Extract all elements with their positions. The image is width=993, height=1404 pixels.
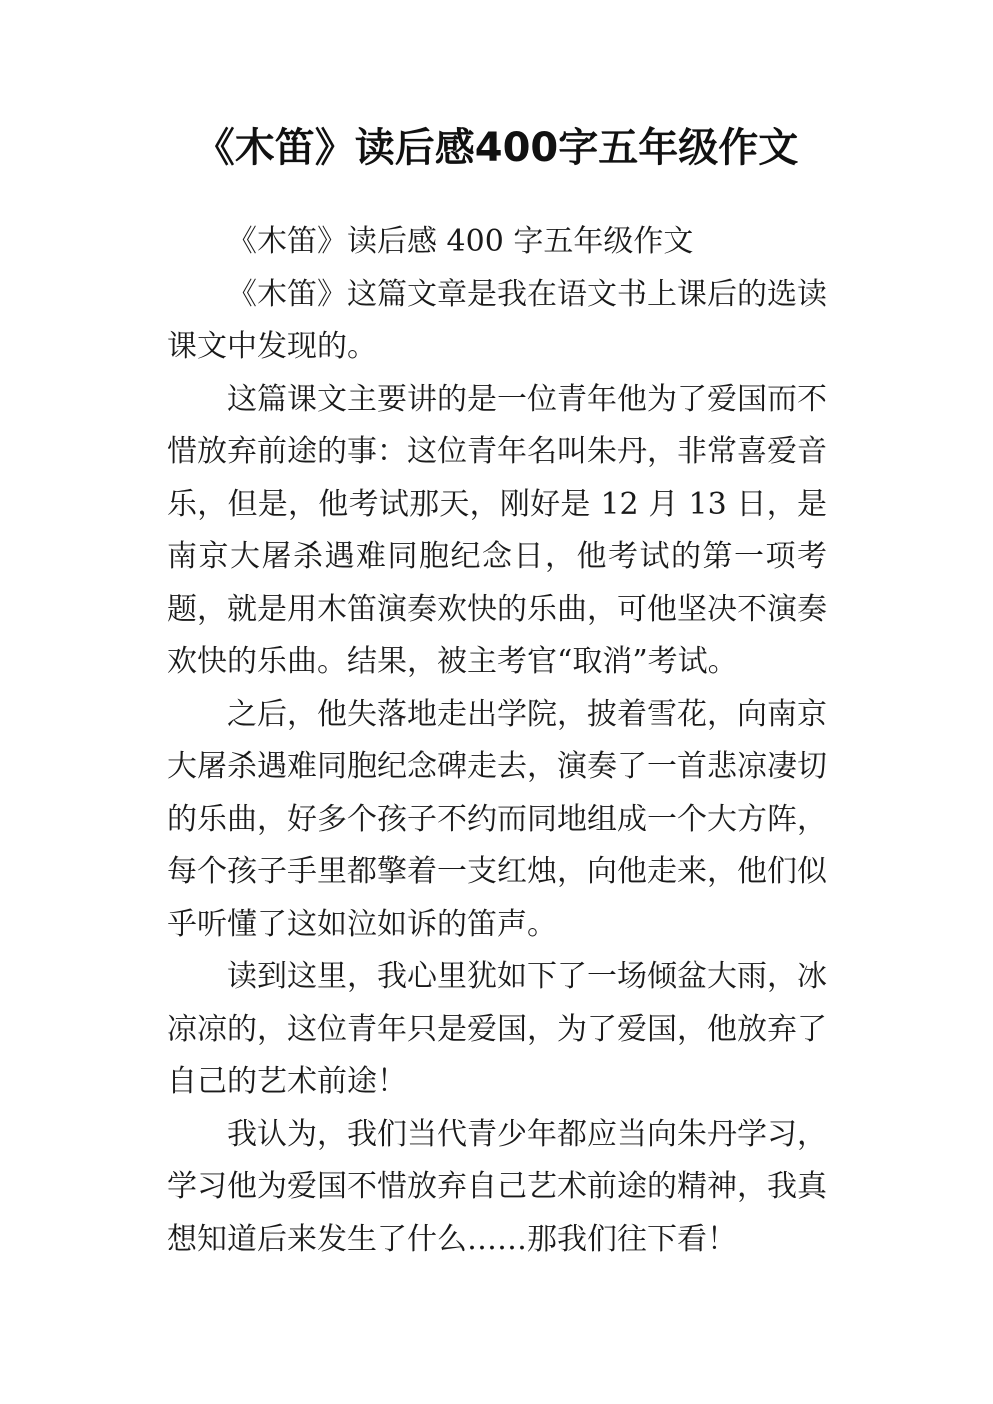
document-body [167,216,827,1266]
paragraph-1: 《木笛》这篇文章是我在语文书上课后的选读课文中发现的。 [167,276,827,364]
paragraph-4: 读到这里，我心里犹如下了一场倾盆大雨，冰凉凉的，这位青年只是爱国，为了爱国，他放弃了自己的艺术前途！ [167,959,827,1099]
paragraph-3: 之后，他失落地走出学院，披着雪花，向南京大屠杀遇难同胞纪念碑走去，演奏了一首悲凉凄切的乐曲，好多个孩子不约而同地组成一个大方阵，每个孩子手里都擎着一支红烛，向他走来，他们似乎听懂了这如泣如诉的笛声。 [167,696,827,942]
document-title: 《木笛》读后感400字五年级作文 [194,125,799,171]
paragraph-5: 我认为，我们当代青少年都应当向朱丹学习，学习他为爱国不惜放弃自己艺术前途的精神，我真想知道后来发生了什么……那我们往下看！ [167,1116,827,1257]
paragraph-2: 这篇课文主要讲的是一位青年他为了爱国而不惜放弃前途的事：这位青年名叫朱丹，非常喜爱音乐，但是，他考试那天，刚好是 12 月 13 日，是南京大屠杀遇难同胞纪念日，他考试的第一项考题，就是用木笛演奏欢快的乐曲，可他坚决不演奏欢快的乐曲。结果，被主考官“取消”考试。 [167,381,827,679]
paragraph-heading-repeat: 《木笛》读后感 400 字五年级作文 [227,224,694,259]
